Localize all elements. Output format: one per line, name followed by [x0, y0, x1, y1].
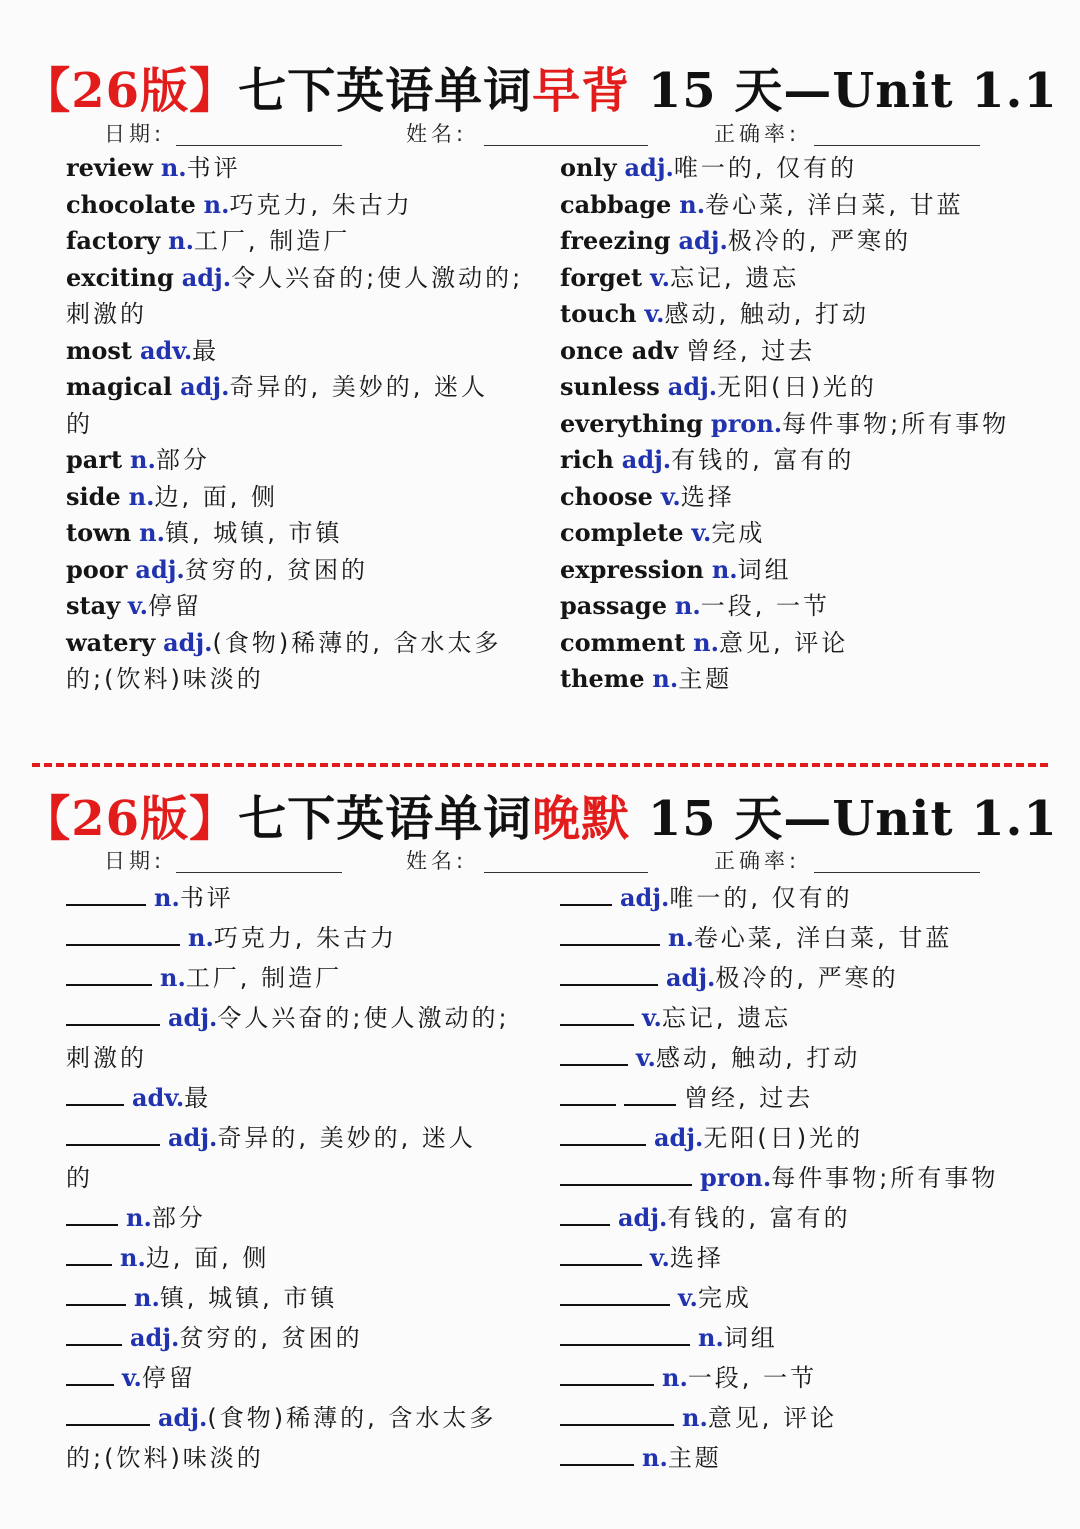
vocab-row — [66, 442, 546, 478]
vocab-word: cabbage — [560, 189, 672, 219]
answer-blank[interactable] — [66, 1344, 122, 1346]
vocab-meaning: 选择 — [669, 1244, 724, 1272]
quiz-row — [560, 1360, 1040, 1396]
vocab-meaning: 的 — [66, 1164, 93, 1192]
quiz-row — [560, 960, 1040, 996]
accuracy-line[interactable] — [814, 145, 980, 146]
vocab-row — [560, 625, 1040, 661]
part-of-speech: n. — [711, 554, 738, 584]
quiz-row — [66, 1120, 546, 1156]
vocab-row — [560, 588, 1040, 624]
part-of-speech: n. — [642, 1443, 668, 1472]
answer-blank[interactable] — [560, 1424, 674, 1426]
part-of-speech: n. — [128, 481, 155, 511]
vocab-meaning: 一段, 一节 — [700, 592, 830, 620]
vocab-meaning: 意见, 评论 — [707, 1404, 838, 1432]
title-text: 七下英语单词 — [238, 791, 533, 847]
vocab-row — [560, 442, 1040, 478]
vocab-word: sunless — [560, 372, 660, 401]
part-of-speech: n. — [674, 591, 701, 620]
vocab-row — [560, 479, 1040, 515]
vocab-meaning: 奇异的, 美妙的, 迷人 — [217, 1124, 476, 1152]
vocab-meaning: 意见, 评论 — [718, 628, 849, 657]
answer-blank[interactable] — [66, 1304, 126, 1306]
vocab-row — [66, 588, 546, 624]
answer-blank[interactable] — [560, 1104, 616, 1106]
vocab-row — [560, 333, 1040, 369]
part-of-speech: adj. — [158, 1403, 208, 1432]
quiz-row — [66, 1320, 546, 1356]
part-of-speech: n. — [130, 445, 156, 474]
vocab-word: exciting — [66, 262, 174, 292]
vocab-row — [66, 625, 546, 661]
quiz-row — [66, 1160, 546, 1196]
date-label: 日期: — [104, 122, 166, 146]
vocab-row — [560, 515, 1040, 551]
name-label: 姓名: — [406, 849, 468, 873]
vocab-meaning: 工厂, 制造厂 — [193, 227, 351, 255]
answer-blank[interactable] — [560, 944, 660, 946]
vocab-word: once adv — [560, 335, 678, 365]
date-line[interactable] — [176, 872, 342, 873]
quiz-row — [66, 1360, 546, 1396]
answer-blank[interactable] — [66, 1264, 112, 1266]
quiz-row — [66, 880, 546, 916]
name-line[interactable] — [484, 872, 648, 873]
vocab-meaning: 巧克力, 朱古力 — [229, 190, 413, 219]
part-of-speech: adj. — [181, 262, 232, 292]
quiz-row — [560, 1000, 1040, 1036]
part-of-speech: n. — [139, 518, 165, 547]
quiz-row — [560, 1400, 1040, 1436]
vocab-meaning: 的;(饮料)味淡的 — [66, 665, 264, 693]
part-of-speech: v. — [678, 1283, 698, 1312]
vocab-meaning: 唯一的, 仅有的 — [673, 154, 858, 182]
vocab-word: magical — [66, 372, 173, 401]
part-of-speech: n. — [203, 189, 230, 219]
quiz-row — [560, 1440, 1040, 1476]
vocab-meaning: 感动, 触动, 打动 — [664, 300, 869, 328]
vocab-row — [66, 406, 546, 442]
vocab-row — [66, 661, 546, 697]
quiz-row — [560, 1200, 1040, 1236]
vocab-word: most — [66, 335, 132, 365]
part-of-speech: n. — [126, 1203, 152, 1232]
answer-blank[interactable] — [560, 1304, 670, 1306]
part-of-speech: n. — [134, 1283, 160, 1312]
vocab-row — [66, 515, 546, 551]
vocab-word: review — [66, 153, 153, 182]
part-of-speech: adj. — [624, 153, 674, 182]
vocab-meaning: 令人兴奋的;使人激动的; — [217, 1004, 510, 1032]
vocab-row — [66, 150, 546, 186]
vocab-meaning: 书评 — [179, 884, 234, 912]
vocab-meaning: 贫穷的, 贫困的 — [179, 1324, 363, 1352]
answer-blank[interactable] — [66, 1144, 160, 1146]
part-of-speech: adj. — [163, 627, 213, 657]
vocab-meaning: 令人兴奋的;使人激动的; — [231, 263, 524, 292]
vocab-word: town — [66, 518, 132, 547]
vocab-row — [560, 223, 1040, 259]
sheet1-info-row — [0, 118, 1080, 148]
answer-blank[interactable] — [560, 1184, 692, 1186]
quiz-row — [560, 1120, 1040, 1156]
vocab-meaning: 的 — [66, 409, 93, 438]
title-unit: —Unit 1.1 — [783, 63, 1058, 119]
accuracy-label: 正确率: — [714, 122, 801, 146]
vocab-word: complete — [560, 518, 684, 547]
quiz-row — [560, 880, 1040, 916]
vocab-meaning: 奇异的, 美妙的, 迷人 — [229, 373, 488, 401]
quiz-row — [560, 1240, 1040, 1276]
date-line[interactable] — [176, 145, 342, 146]
vocab-meaning: 最 — [192, 336, 220, 365]
vocab-meaning: 曾经, 过去 — [685, 336, 816, 365]
quiz-row — [66, 1240, 546, 1276]
title-bracket-open: 【 — [22, 63, 72, 119]
quiz-row — [560, 1160, 1040, 1196]
part-of-speech: adj. — [130, 1323, 180, 1352]
part-of-speech: adj. — [620, 883, 670, 912]
part-of-speech: adj. — [135, 554, 185, 584]
dashed-divider — [32, 763, 1048, 767]
quiz-row — [560, 1080, 1040, 1116]
vocab-word: passage — [560, 591, 667, 620]
vocab-word: choose — [560, 481, 653, 511]
quiz-row — [560, 920, 1040, 956]
part-of-speech: adv. — [132, 1083, 185, 1112]
part-of-speech: v. — [128, 591, 148, 620]
vocab-meaning: (食物)稀薄的, 含水太多 — [207, 1404, 497, 1432]
part-of-speech: n. — [662, 1363, 688, 1392]
vocab-meaning: 每件事物;所有事物 — [771, 1164, 999, 1192]
vocab-meaning: 完成 — [711, 519, 766, 547]
vocab-meaning: 边, 面, 侧 — [145, 1244, 270, 1272]
vocab-meaning: 每件事物;所有事物 — [782, 409, 1010, 438]
part-of-speech: n. — [682, 1403, 708, 1432]
accuracy-label: 正确率: — [714, 849, 801, 873]
answer-blank[interactable] — [66, 1224, 118, 1226]
quiz-row — [66, 1000, 546, 1036]
vocab-row — [66, 333, 546, 369]
quiz-row — [66, 1440, 546, 1476]
title-edition: 26版 — [71, 791, 190, 847]
vocab-row — [560, 187, 1040, 223]
vocab-word: comment — [560, 627, 686, 657]
vocab-word: part — [66, 445, 123, 474]
quiz-row — [66, 1280, 546, 1316]
part-of-speech: adj. — [666, 963, 716, 992]
answer-blank[interactable] — [560, 1224, 610, 1226]
answer-blank[interactable] — [624, 1104, 676, 1106]
vocab-word: watery — [66, 627, 156, 657]
vocab-meaning: 极冷的, 严寒的 — [715, 964, 899, 992]
vocab-meaning: 有钱的, 富有的 — [671, 446, 855, 474]
vocab-meaning: 刺激的 — [66, 1044, 147, 1072]
vocab-row — [66, 479, 546, 515]
quiz-row — [66, 1200, 546, 1236]
vocab-row — [66, 223, 546, 259]
answer-blank[interactable] — [560, 1384, 654, 1386]
part-of-speech: v. — [691, 518, 712, 547]
vocab-meaning: 部分 — [155, 446, 210, 474]
vocab-row — [66, 369, 546, 405]
part-of-speech: n. — [188, 923, 214, 952]
part-of-speech: pron. — [710, 408, 783, 438]
part-of-speech: n. — [698, 1323, 724, 1352]
vocab-meaning: 镇, 城镇, 市镇 — [164, 519, 343, 547]
vocab-row — [560, 260, 1040, 296]
vocab-meaning: 卷心菜, 洋白菜, 甘蓝 — [705, 190, 964, 219]
quiz-row — [66, 960, 546, 996]
vocab-row — [560, 369, 1040, 405]
vocab-meaning: 唯一的, 仅有的 — [669, 884, 853, 912]
vocab-word: theme — [560, 664, 645, 693]
quiz-row — [560, 1320, 1040, 1356]
vocab-meaning: 停留 — [141, 1364, 196, 1392]
date-label: 日期: — [104, 849, 166, 873]
title-bracket-close: 】 — [189, 63, 239, 119]
answer-blank[interactable] — [66, 904, 146, 906]
vocab-meaning: 主题 — [667, 1444, 722, 1472]
vocab-meaning: 书评 — [186, 154, 241, 182]
part-of-speech: v. — [642, 1003, 662, 1032]
vocab-meaning: 贫穷的, 贫困的 — [184, 555, 369, 584]
part-of-speech: adj. — [180, 372, 230, 401]
title-text: 七下英语单词 — [238, 63, 533, 119]
vocab-meaning: 选择 — [680, 482, 735, 511]
accuracy-line[interactable] — [814, 872, 980, 873]
part-of-speech: n. — [679, 189, 706, 219]
answer-blank[interactable] — [560, 1144, 646, 1146]
vocab-meaning: 工厂, 制造厂 — [185, 964, 343, 992]
part-of-speech: n. — [160, 153, 187, 182]
part-of-speech: v. — [644, 299, 665, 328]
part-of-speech: adj. — [168, 1123, 218, 1152]
part-of-speech: adj. — [667, 372, 718, 401]
vocab-meaning: 镇, 城镇, 市镇 — [159, 1284, 338, 1312]
name-label: 姓名: — [406, 122, 468, 146]
part-of-speech: adv. — [139, 335, 193, 365]
title-highlight: 晚默 — [532, 791, 631, 847]
part-of-speech: n. — [693, 627, 719, 657]
answer-blank[interactable] — [560, 1264, 642, 1266]
vocab-row — [560, 406, 1040, 442]
answer-blank[interactable] — [66, 1384, 114, 1386]
vocab-word: everything — [560, 408, 703, 438]
vocab-word: stay — [66, 591, 121, 620]
part-of-speech: pron. — [700, 1163, 772, 1192]
title-edition: 26版 — [71, 63, 190, 119]
vocab-word: chocolate — [66, 189, 196, 219]
vocab-meaning: 的;(饮料)味淡的 — [66, 1444, 264, 1472]
vocab-word: factory — [66, 226, 161, 255]
title-unit: —Unit 1.1 — [783, 791, 1058, 847]
vocab-meaning: 主题 — [678, 665, 733, 693]
vocab-meaning: 部分 — [151, 1204, 206, 1232]
vocab-word: only — [560, 153, 617, 182]
answer-blank[interactable] — [66, 984, 152, 986]
vocab-word: touch — [560, 299, 637, 328]
quiz-row — [66, 920, 546, 956]
vocab-meaning: 忘记, 遗忘 — [661, 1004, 792, 1032]
quiz-row — [560, 1280, 1040, 1316]
vocab-word: rich — [560, 445, 614, 474]
vocab-meaning: 停留 — [147, 592, 202, 620]
part-of-speech: n. — [168, 226, 194, 255]
vocab-meaning: 感动, 触动, 打动 — [655, 1044, 861, 1072]
part-of-speech: n. — [652, 664, 679, 693]
title-bracket-open: 【 — [22, 791, 72, 847]
answer-blank[interactable] — [66, 1424, 150, 1426]
vocab-meaning: 卷心菜, 洋白菜, 甘蓝 — [693, 924, 953, 952]
part-of-speech: n. — [160, 963, 186, 992]
vocab-row — [66, 296, 546, 332]
part-of-speech: n. — [668, 923, 694, 952]
answer-blank[interactable] — [560, 1344, 690, 1346]
vocab-meaning: 巧克力, 朱古力 — [213, 924, 398, 952]
quiz-row — [66, 1040, 546, 1076]
part-of-speech: v. — [122, 1363, 142, 1392]
vocab-meaning: 词组 — [723, 1324, 778, 1352]
answer-blank[interactable] — [66, 944, 180, 946]
quiz-row — [66, 1400, 546, 1436]
part-of-speech: n. — [154, 883, 180, 912]
sheet2-info-row — [0, 845, 1080, 875]
answer-blank[interactable] — [560, 1464, 634, 1466]
vocab-meaning: 最 — [184, 1084, 212, 1112]
vocab-meaning: 忘记, 遗忘 — [669, 263, 800, 292]
answer-blank[interactable] — [560, 1064, 628, 1066]
vocab-row — [560, 552, 1040, 588]
sheet2-title — [0, 780, 1080, 849]
vocab-meaning: 词组 — [737, 555, 792, 584]
vocab-meaning: 边, 面, 侧 — [154, 482, 278, 511]
vocab-meaning: 有钱的, 富有的 — [667, 1204, 851, 1232]
answer-blank[interactable] — [560, 904, 612, 906]
title-bracket-close: 】 — [189, 791, 239, 847]
part-of-speech: v. — [650, 262, 670, 292]
vocab-meaning: 一段, 一节 — [687, 1364, 818, 1392]
answer-blank[interactable] — [560, 1024, 634, 1026]
vocab-row — [66, 260, 546, 296]
answer-blank[interactable] — [66, 1104, 124, 1106]
name-line[interactable] — [484, 145, 648, 146]
part-of-speech: adj. — [618, 1203, 668, 1232]
vocab-meaning: 曾经, 过去 — [684, 1084, 814, 1112]
vocab-word: poor — [66, 554, 128, 584]
vocab-meaning: 无阳(日)光的 — [703, 1124, 864, 1152]
vocab-meaning: (食物)稀薄的, 含水太多 — [212, 628, 502, 657]
part-of-speech: n. — [120, 1243, 146, 1272]
part-of-speech: v. — [650, 1243, 670, 1272]
vocab-row — [560, 661, 1040, 697]
vocab-word: expression — [560, 554, 704, 584]
quiz-row — [66, 1080, 546, 1116]
part-of-speech: adj. — [654, 1123, 704, 1152]
vocab-word: forget — [560, 262, 643, 292]
part-of-speech: v. — [660, 481, 681, 511]
part-of-speech: adj. — [621, 445, 672, 474]
title-highlight: 早背 — [532, 63, 631, 119]
vocab-row — [66, 187, 546, 223]
part-of-speech: v. — [636, 1043, 656, 1072]
vocab-meaning: 刺激的 — [66, 300, 147, 328]
vocab-row — [66, 552, 546, 588]
answer-blank[interactable] — [560, 984, 658, 986]
vocab-word: freezing — [560, 226, 671, 255]
vocab-word: side — [66, 481, 121, 511]
part-of-speech: adj. — [168, 1003, 218, 1032]
title-days: 15 天 — [630, 791, 784, 847]
vocab-meaning: 无阳(日)光的 — [717, 373, 877, 401]
vocab-meaning: 完成 — [697, 1284, 752, 1312]
vocab-meaning: 极冷的, 严寒的 — [727, 227, 912, 255]
vocab-row — [560, 296, 1040, 332]
vocab-row — [560, 150, 1040, 186]
part-of-speech: adj. — [678, 226, 728, 255]
sheet1-title — [0, 52, 1080, 121]
quiz-row — [560, 1040, 1040, 1076]
answer-blank[interactable] — [66, 1024, 160, 1026]
title-days: 15 天 — [630, 63, 784, 119]
